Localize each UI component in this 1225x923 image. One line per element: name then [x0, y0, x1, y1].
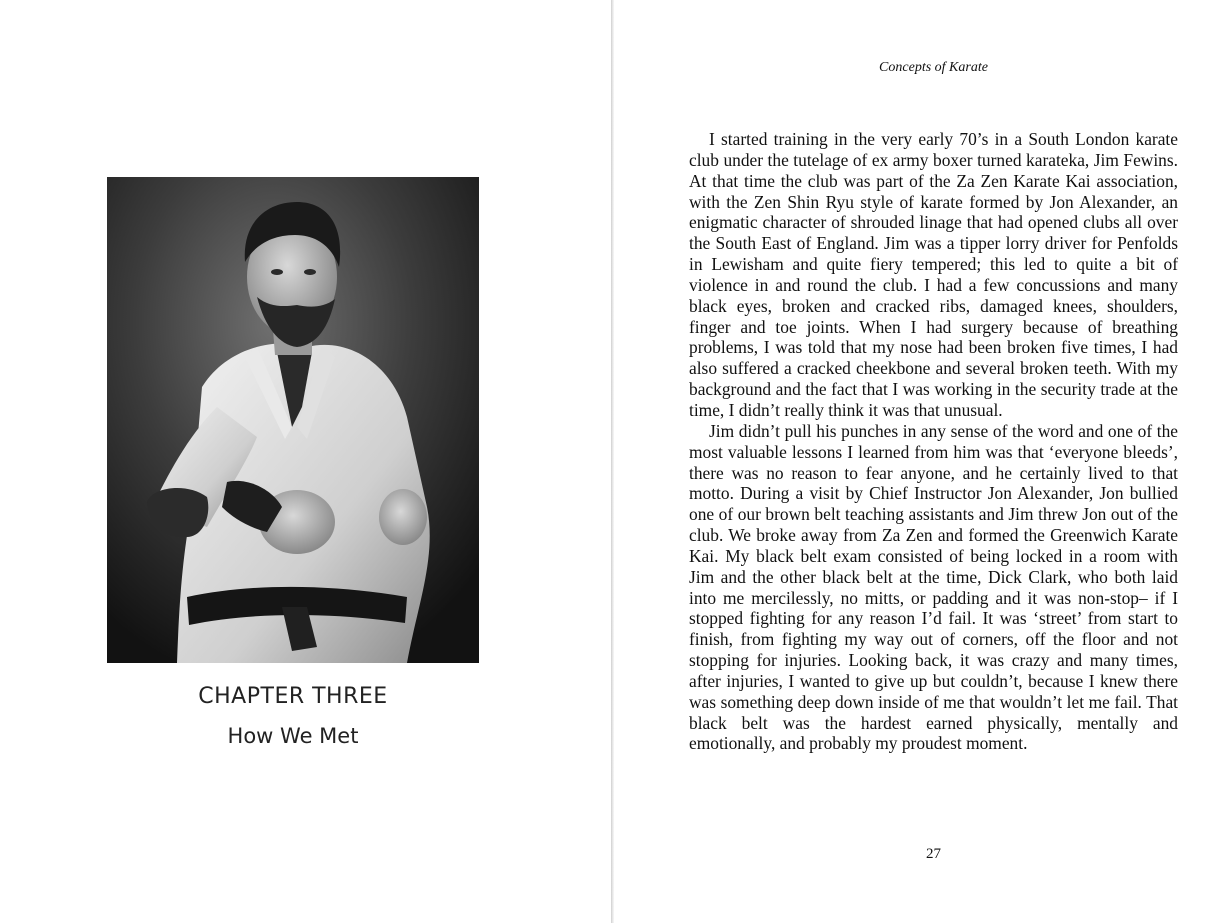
- body-text: [689, 129, 1178, 754]
- page-number: 27: [926, 846, 941, 862]
- chapter-subtitle: How We Met: [227, 724, 359, 748]
- chapter-title: CHAPTER THREE: [198, 684, 388, 709]
- paragraph: Jim didn’t pull his punches in any sense of the word and one of the most valuable lessons I learned from him was that ‘everyone bleeds’, there was no reason to fear anyone, and he certainly lived to that motto. During a visit by Chief Instructor Jon Alexander, Jon bullied one of our brown belt teaching assistants and Jim threw Jon out of the club. We broke away from Za Zen and formed the Greenwich Karate Kai. My black belt exam consisted of being locked in a room with Jim and the other black belt at the time, Dick Clark, who both laid into me mercilessly, no mitts, or padding and it was non-stop– if I stopped fighting for any reason I’d fail. It was ‘street’ from start to finish, from fighting my way out of corners, off the floor and not stopping for injuries. Looking back, it was crazy and many times, after injuries, I wanted to give up but couldn’t, because I knew there was something deep down inside of me that wouldn’t let me fail. That black belt was the hardest earned physically, mentally and emotionally, and probably my proudest moment.: [689, 420, 1178, 754]
- left-page: [0, 0, 612, 923]
- karate-photo: [107, 177, 479, 663]
- running-header: Concepts of Karate: [879, 60, 988, 75]
- paragraph: I started training in the very early 70’s in a South London karate club under the tutelage of ex army boxer turned karateka, Jim Fewins. At that time the club was part of the Za Zen Karate Kai association, with the Zen Shin Ryu style of karate formed by Jon Alexander, an enigmatic character of shrouded linage that had opened clubs all over the South East of England. Jim was a tipper lorry driver for Penfolds in Lewisham and quite fiery tempered; this led to quite a bit of violence in and round the club. I had a few concussions and many black eyes, broken and cracked ribs, damaged knees, shoulders, finger and toe joints. When I had surgery because of breathing problems, I was told that my nose had been broken five times, I had also suffered a cracked cheekbone and several broken teeth. With my background and the fact that I was working in the security trade at the time, I didn’t really think it was that unusual.: [689, 129, 1178, 420]
- karate-man-punching-photo-icon: [107, 177, 479, 663]
